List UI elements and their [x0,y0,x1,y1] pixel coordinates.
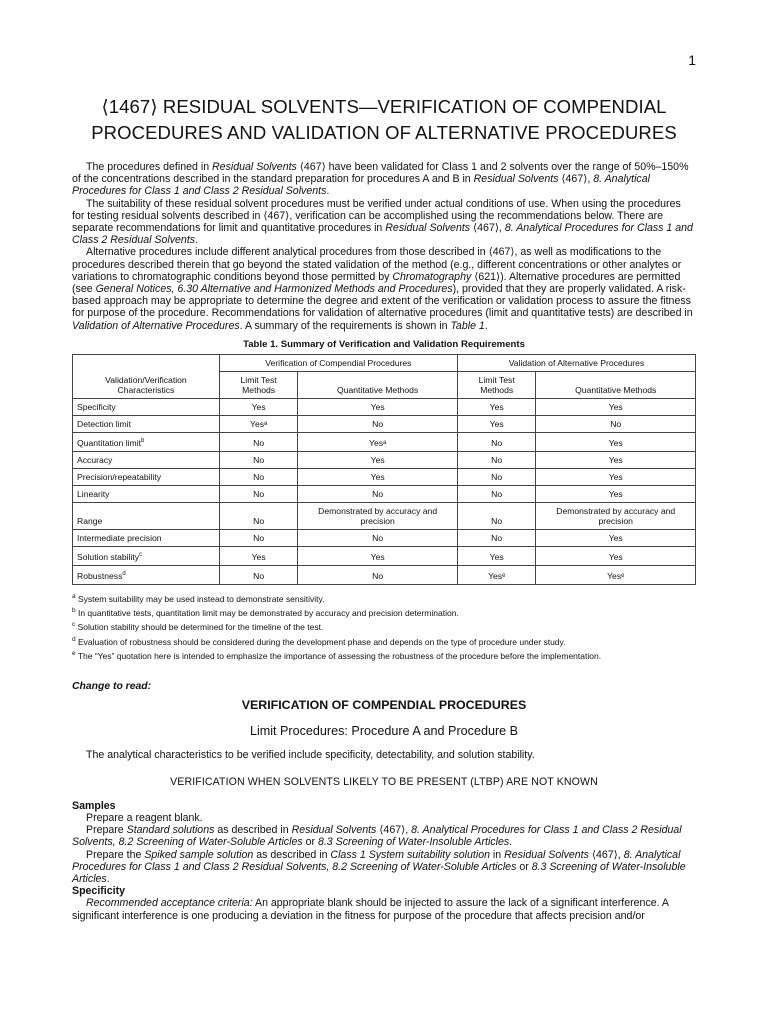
table-row [73,485,696,502]
table-cell: Yes [298,451,458,468]
table-cell: No [298,485,458,502]
table-cell: Yesᵃ [219,416,298,433]
table-cell: Yesᵉ [536,565,696,584]
table-cell: Yes [298,399,458,416]
table-cell: No [219,468,298,485]
table-cell: Yes [219,546,298,565]
table-cell: No [219,565,298,584]
col-header-limit-verification: Limit Test Methods [219,372,298,399]
table-row [73,502,696,529]
table-cell: Demonstrated by accuracy and precision [536,502,696,529]
row-label: Quantitation limit$^b$ [73,433,220,452]
table-cell: Yes [536,529,696,546]
table-row [73,468,696,485]
table-cell: Yes [457,399,536,416]
change-to-read-label: Change to read: [72,680,152,692]
table-cell: No [457,433,536,452]
table-cell: No [457,502,536,529]
table-corner-cell [73,355,220,372]
row-label: Precision/repeatability [73,468,220,485]
table-cell: No [457,485,536,502]
table-cell: No [219,433,298,452]
table-row [73,416,696,433]
footnote: $^a$ System suitability may be used instead to demonstrate sensitivity. [72,592,325,604]
row-label: Detection limit [73,416,220,433]
table-cell: Yesᵉ [457,565,536,584]
page-number: 1 [688,52,696,68]
table-cell: No [457,468,536,485]
table-row [73,529,696,546]
table-cell: No [219,485,298,502]
table-cell: Yes [457,546,536,565]
samples-heading: Samples [72,799,116,812]
table-header-row [73,372,696,399]
paragraph-intro-1: The procedures defined in Residual Solvents ⟨467⟩ have been validated for Class 1 and 2 solvents over the range of 50%–150% of the concentrations described in the standard preparation for procedures A and B in Residual Solvents ⟨467⟩, 8. Analytical Procedures for Class 1 and Class 2 Residual Solvents. [72,161,689,198]
ltbp-heading: VERIFICATION WHEN SOLVENTS LIKELY TO BE PRESENT (LTBP) ARE NOT KNOWN [170,775,598,788]
group-header-verification: Verification of Compendial Procedures [219,355,457,372]
footnote: $^b$ In quantitative tests, quantitation limit may be demonstrated by accuracy and precision determination. [72,607,459,618]
table-cell: Yes [536,485,696,502]
table-cell: Yes [457,416,536,433]
table-group-header-row [73,355,696,372]
specificity-heading: Specificity [72,885,125,898]
subsection-intro: The analytical characteristics to be verified include specificity, detectability, and solution stability. [86,749,535,762]
row-label: Linearity [73,485,220,502]
table-row [73,546,696,565]
table-cell: Yes [536,433,696,452]
table-body [73,399,696,585]
table-cell: Yes [536,451,696,468]
footnote: $^d$ Evaluation of robustness should be considered during the development phase and depends on the type of procedure under study. [72,635,566,647]
table-cell: No [457,529,536,546]
table-cell: No [219,502,298,529]
row-label: Solution stability$^c$ [73,546,220,565]
subsection-title: Limit Procedures: Procedure A and Procedure B [249,724,519,739]
row-label: Intermediate precision [73,529,220,546]
page-title: ⟨1467⟩ RESIDUAL SOLVENTS—VERIFICATION OF COMPENDIAL PROCEDURES AND VALIDATION OF ALTERNATIVE PROCEDURES [91,96,677,143]
col-header-quant-validation: Quantitative Methods [536,372,696,399]
samples-item-1: Prepare a reagent blank. [86,811,203,824]
table-cell: No [298,529,458,546]
samples-item-2: Prepare Standard solutions as described in Residual Solvents ⟨467⟩, 8. Analytical Procedures for Class 1 and Class 2 Residual Solvents, 8.2 Screening of Water-Soluble Articles or 8.3 Screening of Water-Insoluble Articles. [72,824,682,849]
row-label: Specificity [73,399,220,416]
footnote: $^e$ The “Yes” quotation here is intended to emphasize the importance of assessing the robustness of the procedure before the implementation. [72,650,602,662]
table-cell: Yes [536,468,696,485]
document-body [72,161,696,922]
col-header-limit-validation: Limit Test Methods [457,372,536,399]
table-row [73,433,696,452]
table-title: Table 1. Summary of Verification and Validation Requirements [243,338,525,350]
row-label: Robustness$^d$ [73,565,220,584]
table-cell: Demonstrated by accuracy and precision [298,502,458,529]
row-label: Accuracy [73,451,220,468]
table-cell: Yes [219,399,298,416]
table-cell: No [536,416,696,433]
row-label: Range [73,502,220,529]
table-cell: Yes [536,546,696,565]
table-cell: No [298,416,458,433]
col-header-characteristics: Validation/Verification Characteristics [73,372,220,399]
table-row [73,451,696,468]
table-cell: No [219,529,298,546]
footnote: $^c$ Solution stability should be determined for the timeline of the test. [72,621,324,633]
requirements-table [72,354,696,585]
paragraph-intro-2: The suitability of these residual solvent procedures must be verified under actual conditions of use. When using the procedures for testing residual solvents described in ⟨467⟩, verification can be accomplished using the recommendations below. There are separate recommendations for limit and quantitative procedures in Residual Solvents ⟨467⟩, 8. Analytical Procedures for Class 1 and Class 2 Residual Solvents. [72,197,693,247]
table-cell: No [219,451,298,468]
samples-item-3: Prepare the Spiked sample solution as described in Class 1 System suitability solution in Residual Solvents ⟨467⟩, 8. Analytical Procedures for Class 1 and Class 2 Residual Solvents, 8.2 Screening of Water-Soluble Articles or 8.3 Screening of Water-Insoluble Articles. [72,848,686,885]
table-cell: Yes [536,399,696,416]
table-cell: Yes [298,468,458,485]
table-cell: No [457,451,536,468]
section-title: VERIFICATION OF COMPENDIAL PROCEDURES [241,697,527,712]
table-cell: Yesᵃ [298,433,458,452]
table-cell: No [298,565,458,584]
col-header-quant-verification: Quantitative Methods [298,372,458,399]
paragraph-intro-3: Alternative procedures include different analytical procedures from those described in ⟨467⟩, as well as modifications to the procedures described therein that go beyond the stated validation of the method (e.g., different concentrations or other analytes or variations to chromatographic conditions beyond those permitted by Chromatography ⟨621⟩). Alternative procedures are permitted (see General Notices, 6.30 Alternative and Harmonized Methods and Procedures), provided that they are properly validated. A risk-based approach may be appropriate to determine the degree and extent of the verification or validation process to assure the fitness for purpose of the procedure. Recommendations for validation of alternative procedures (limit and quantitative tests) are described in Validation of Alternative Procedures. A summary of the requirements is shown in Table 1. [72,246,693,332]
group-header-validation: Validation of Alternative Procedures [457,355,695,372]
table-cell: Yes [298,546,458,565]
table-row [73,565,696,584]
specificity-text: Recommended acceptance criteria: An appropriate blank should be injected to assure the lack of a significant interference. A significant interference is one producing a deviation in the fitness for purpose of the procedure that affects precision and/or [72,897,669,922]
table-footnotes [72,591,696,663]
table-row [73,399,696,416]
